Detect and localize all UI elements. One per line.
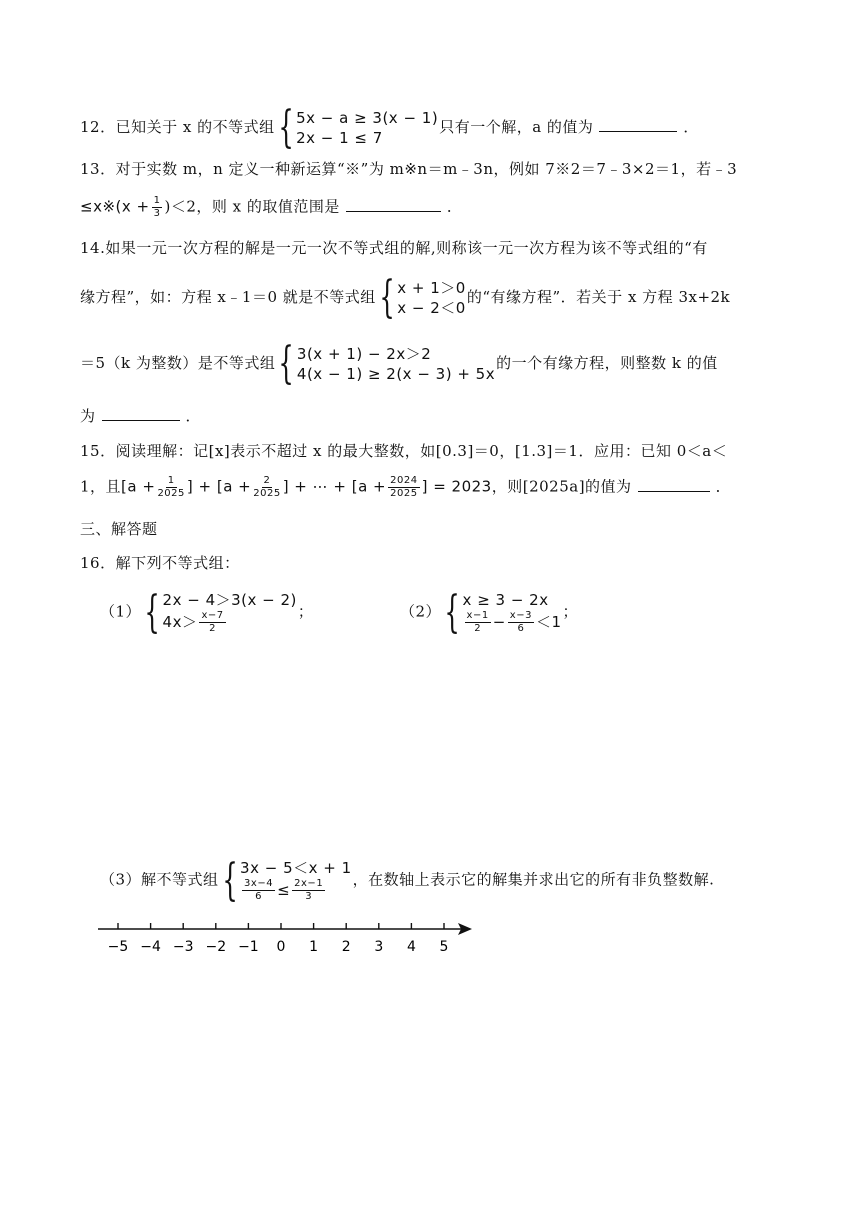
q12-row-2: 2x − 1 ≤ 7 bbox=[296, 129, 383, 147]
fraction-denominator: 6 bbox=[517, 623, 525, 634]
number-line-label: −5 bbox=[107, 939, 129, 955]
brace-icon: { bbox=[221, 854, 238, 906]
number-line-label: 2 bbox=[341, 939, 351, 955]
q14-text-d: 的一个有缘方程，则整数 k 的值 bbox=[496, 354, 718, 372]
q15-frac-2 bbox=[253, 475, 280, 500]
brace-icon: { bbox=[379, 272, 395, 323]
q15-term-1: [a + bbox=[121, 477, 156, 496]
q14-text-a: 缘方程”，如：方程 x﹣1＝0 就是不等式组 bbox=[80, 288, 376, 306]
fraction-numerator: x−7 bbox=[201, 610, 224, 621]
q14-line-3 bbox=[80, 338, 718, 389]
question-12 bbox=[80, 102, 699, 153]
fraction-denominator: 2025 bbox=[157, 488, 185, 499]
q16-part-1 bbox=[100, 586, 314, 638]
fraction-numerator: 3x−4 bbox=[244, 878, 274, 889]
q16-p1-row-2 bbox=[163, 610, 297, 635]
brace-icon: { bbox=[278, 338, 295, 389]
q15-answer-blank[interactable] bbox=[638, 477, 710, 492]
q16-p2-fraction-2 bbox=[508, 610, 534, 635]
fraction-denominator: 2 bbox=[209, 623, 216, 634]
q15-frac-3 bbox=[388, 475, 419, 500]
q13-line-2 bbox=[80, 195, 462, 220]
q15-text-a: 1，且 bbox=[80, 477, 122, 496]
number-line-label: 3 bbox=[374, 939, 384, 955]
number-line-label: −1 bbox=[238, 939, 259, 955]
q16-p2-row-2 bbox=[463, 610, 562, 635]
number-line-label: −3 bbox=[172, 939, 194, 955]
fraction-numerator: 1 bbox=[153, 195, 161, 206]
q16-p1-tail: ； bbox=[297, 602, 314, 621]
q16-part-2 bbox=[400, 586, 579, 638]
section-heading: 三、解答题 bbox=[80, 520, 158, 538]
fraction-denominator: 2025 bbox=[253, 488, 281, 499]
q15-term-3: ] + ⋯ + [a + bbox=[282, 477, 387, 496]
q16-p3-fraction-1 bbox=[242, 878, 275, 903]
q13-fraction bbox=[152, 195, 163, 220]
q16-p2-row-1: x ≥ 3 − 2x bbox=[462, 591, 549, 609]
q13-end: ． bbox=[446, 197, 463, 216]
q16-p1-label: （1） bbox=[100, 602, 142, 621]
q12-answer-blank[interactable] bbox=[599, 117, 677, 132]
fraction-denominator: 3 bbox=[305, 891, 313, 902]
q14-text-c: ＝5（k 为整数）是不等式组 bbox=[80, 354, 276, 372]
q15-term-2: ] + [a + bbox=[186, 477, 252, 496]
q14-end: ． bbox=[185, 407, 202, 425]
q16-p1-row-2-lhs: 4x＞ bbox=[162, 613, 198, 631]
q13-line-1: 13．对于实数 m，n 定义一种新运算“※”为 m※n＝m﹣3n，例如 7※2＝7﹣3×2＝1，若﹣3 bbox=[80, 160, 738, 178]
fraction-denominator: 2025 bbox=[390, 488, 418, 499]
number-line-label: −2 bbox=[205, 939, 227, 955]
q16-p3-system bbox=[220, 854, 352, 906]
q15-term-end: ] = 2023 bbox=[421, 477, 492, 496]
fraction-numerator: 2 bbox=[263, 475, 271, 486]
q14-s1-row-2: x − 2＜0 bbox=[397, 299, 466, 317]
q16-p2-system bbox=[442, 586, 562, 638]
q13-expr-b: )＜2，则 x 的取值范围是 bbox=[164, 197, 340, 216]
q12-lead: 已知关于 x 的不等式组 bbox=[115, 118, 275, 136]
q16-p2-fraction-1 bbox=[465, 610, 491, 635]
q16-p3-tail: ，在数轴上表示它的解集并求出它的所有非负整数解. bbox=[352, 870, 715, 889]
q13-expr-a: ≤x※(x + bbox=[80, 197, 150, 216]
q15-end: ． bbox=[715, 477, 732, 496]
q15-line-2 bbox=[80, 475, 731, 500]
q16-title: 16．解下列不等式组： bbox=[80, 554, 240, 572]
q12-inequality-system bbox=[276, 102, 439, 153]
fraction-numerator: x−3 bbox=[509, 610, 532, 621]
q16-p3-row-1: 3x − 5＜x + 1 bbox=[240, 859, 352, 877]
q15-text-b: ，则[2025a]的值为 bbox=[491, 477, 632, 496]
q16-p3-label: （3）解不等式组 bbox=[100, 870, 219, 889]
q16-p1-system bbox=[142, 586, 297, 638]
q14-line-1: 14.如果一元一次方程的解是一元一次不等式组的解,则称该一元一次方程为该不等式组的“有 bbox=[80, 239, 708, 257]
q14-text-b: 的“有缘方程”．若关于 x 方程 3x+2k bbox=[466, 288, 731, 306]
q14-s1-row-1: x + 1＞0 bbox=[397, 279, 466, 297]
q15-line-1: 15．阅读理解：记[x]表示不超过 x 的最大整数，如[0.3]＝0，[1.3]＝1．应用：已知 0＜a＜ bbox=[80, 442, 728, 460]
fraction-numerator: 2024 bbox=[390, 475, 418, 486]
fraction-denominator: 2 bbox=[474, 623, 482, 634]
fraction-denominator: 3 bbox=[153, 208, 161, 219]
number-line-label: 1 bbox=[309, 939, 319, 955]
q12-number: 12． bbox=[80, 118, 116, 136]
q14-s2-row-1: 3(x + 1) − 2x＞2 bbox=[296, 345, 432, 363]
q14-s2-row-2: 4(x − 1) ≥ 2(x − 3) + 5x bbox=[296, 365, 496, 383]
q16-part-3 bbox=[100, 854, 715, 906]
fraction-denominator: 6 bbox=[255, 891, 262, 902]
q16-p3-le: ≤ bbox=[277, 881, 291, 899]
fraction-numerator: 1 bbox=[167, 475, 175, 486]
number-line-label: 5 bbox=[439, 939, 449, 955]
q14-system-1 bbox=[377, 272, 466, 323]
q16-p2-rhs: ＜1 bbox=[535, 613, 562, 631]
number-line-label: −4 bbox=[140, 939, 161, 955]
q16-p1-fraction bbox=[199, 610, 225, 635]
q12-row-1: 5x − a ≥ 3(x − 1) bbox=[296, 109, 439, 127]
q16-p2-label: （2） bbox=[400, 602, 442, 621]
q12-tail: 只有一个解，a 的值为 bbox=[439, 118, 594, 136]
number-line bbox=[0, 915, 860, 975]
q16-p1-row-1: 2x − 4＞3(x − 2) bbox=[162, 591, 297, 609]
number-line-label: 0 bbox=[276, 939, 286, 955]
number-line-label: 4 bbox=[406, 939, 416, 955]
q16-p3-fraction-2 bbox=[292, 878, 325, 903]
q14-system-2 bbox=[276, 338, 496, 389]
q14-text-e: 为 bbox=[80, 407, 96, 425]
brace-icon: { bbox=[278, 102, 294, 153]
q13-answer-blank[interactable] bbox=[346, 197, 441, 212]
q16-p3-row-2 bbox=[240, 878, 352, 903]
q16-p2-minus: − bbox=[492, 613, 506, 631]
q14-line-4 bbox=[80, 405, 201, 426]
q15-frac-1 bbox=[157, 475, 184, 500]
q14-answer-blank[interactable] bbox=[102, 406, 180, 421]
q12-end: ． bbox=[683, 118, 699, 136]
brace-icon: { bbox=[144, 586, 161, 638]
brace-icon: { bbox=[444, 586, 461, 638]
fraction-numerator: 2x−1 bbox=[294, 878, 324, 889]
q14-line-2 bbox=[80, 272, 731, 323]
fraction-numerator: x−1 bbox=[466, 610, 489, 621]
q16-p2-tail: ； bbox=[562, 602, 579, 621]
